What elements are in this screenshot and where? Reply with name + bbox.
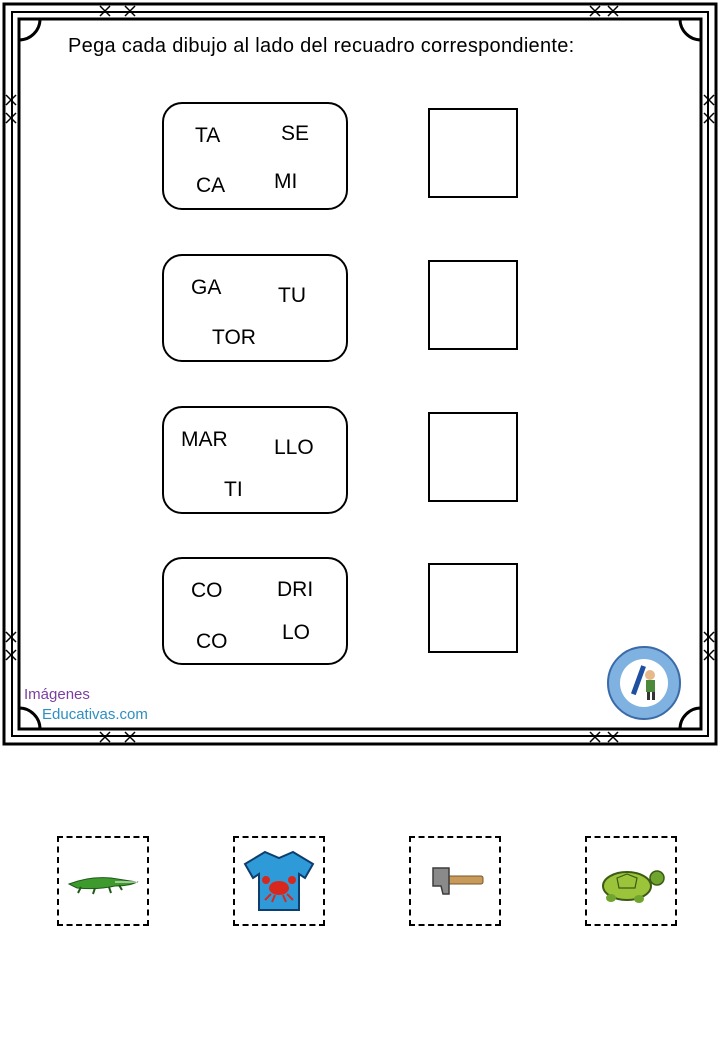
- cutout-shirt[interactable]: [233, 836, 325, 926]
- cutout-hammer[interactable]: [409, 836, 501, 926]
- instruction-text: Pega cada dibujo al lado del recuadro correspondiente:: [68, 35, 575, 57]
- syllable: TI: [224, 478, 243, 501]
- syllable: TOR: [212, 326, 256, 349]
- hammer-icon: [411, 838, 499, 924]
- paste-square-3[interactable]: [428, 412, 518, 502]
- paste-square-2[interactable]: [428, 260, 518, 350]
- syllable: LLO: [274, 436, 314, 459]
- paste-square-4[interactable]: [428, 563, 518, 653]
- syllable: DRI: [277, 578, 314, 601]
- badge-logo-icon: [606, 645, 682, 721]
- logo-line2: Educativas.com: [42, 706, 148, 723]
- syllable-box-2: [162, 254, 348, 362]
- cutout-crocodile[interactable]: [57, 836, 149, 926]
- syllable: CO: [191, 579, 223, 602]
- syllable: LO: [282, 621, 311, 644]
- syllable: CO: [196, 630, 228, 653]
- syllable: TU: [278, 284, 306, 307]
- shirt-with-crab-icon: [235, 838, 323, 924]
- syllable: GA: [191, 276, 222, 299]
- turtle-icon: [587, 838, 675, 924]
- logo-line1: Imágenes: [24, 686, 90, 703]
- paste-square-1[interactable]: [428, 108, 518, 198]
- syllable: TA: [195, 124, 221, 147]
- syllable: SE: [281, 122, 310, 145]
- syllable: MI: [274, 170, 298, 193]
- syllable: CA: [196, 174, 226, 197]
- cutout-turtle[interactable]: [585, 836, 677, 926]
- syllable-box-1: [162, 102, 348, 210]
- syllable: MAR: [181, 428, 228, 451]
- syllable-box-4: [162, 557, 348, 665]
- syllable-box-3: [162, 406, 348, 514]
- crocodile-icon: [59, 838, 147, 924]
